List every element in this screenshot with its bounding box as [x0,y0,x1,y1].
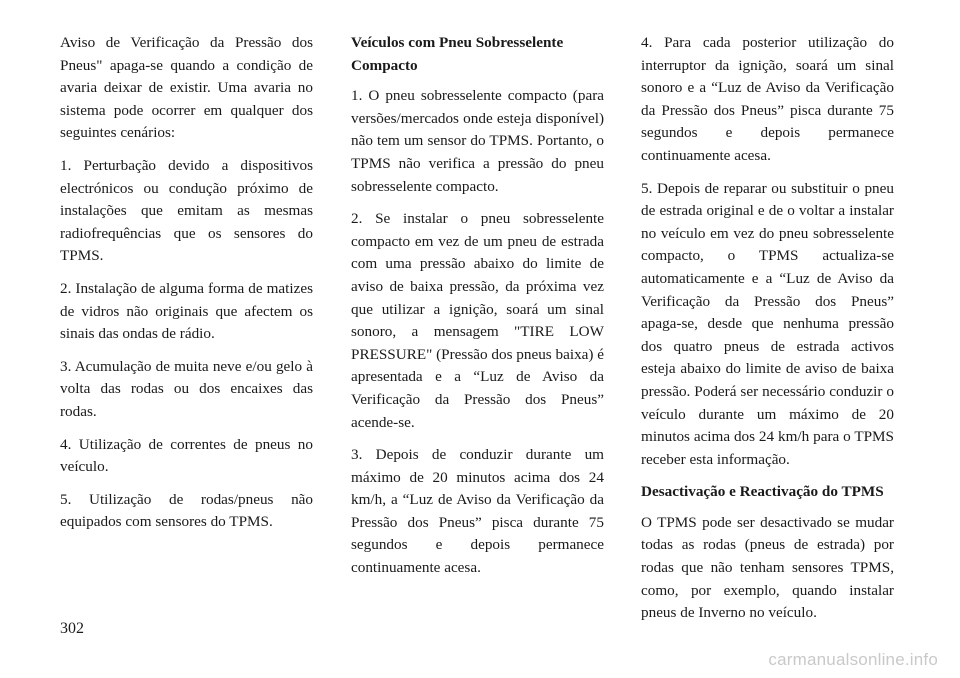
paragraph: Aviso de Verificação da Pressão dos Pneus" apaga-se quando a condição de avaria deixar de existir. Uma avaria no sistema pode ocorrer em qualquer dos seguintes cenários: [60,34,313,142]
list-item: 4. Para cada posterior utilização do interruptor da ignição, soará um sinal sonoro e a “Luz de Aviso da Verificação da Pressão dos Pneus” pisca durante 75 segundos e depois permanece continuamente acesa. [641,34,894,164]
list-item: 2. Instalação de alguma forma de matizes de vidros não originais que afectem os sinais das ondas de rádio. [60,279,313,343]
section-heading: Veículos com Pneu Sobresselente Compacto [351,34,564,74]
list-item: 1. O pneu sobresselente compacto (para versões/mercados onde esteja disponível) não tem um sensor do TPMS. Portanto, o TPMS não verifica a pressão do pneu sobresselente compacto. [351,87,604,195]
text-column-3 [641,32,894,635]
page-number: 302 [60,620,84,637]
section-heading: Desactivação e Reactivação do TPMS [641,483,884,501]
list-item: 5. Depois de reparar ou substituir o pneu de estrada original e de o voltar a instalar no veículo em vez do pneu sobresselente compacto, o TPMS actualiza-se automaticamente e a “Luz de Aviso da Verificação da Pressão dos Pneus” apaga-se, desde que nenhuma pressão dos quatro pneus de estrada activos esteja abaixo do limite de aviso de baixa pressão. Poderá ser necessário conduzir o veículo durante um máximo de 20 minutos acima dos 24 km/h para o TPMS receber esta informação. [641,179,894,468]
watermark-text: carmanualsonline.info [768,650,938,669]
list-item: 3. Depois de conduzir durante um máximo de 20 minutos acima dos 24 km/h, a “Luz de Aviso da Verificação da Pressão dos Pneus” pisca durante 75 segundos e depois permanece continuamente acesa. [351,446,604,577]
list-item: 2. Se instalar o pneu sobresselente compacto em vez de um pneu de estrada com uma pressão abaixo do limite de aviso de baixa pressão, da próxima vez que utilizar a ignição, soará um sinal sonoro, a mensagem "TIRE LOW PRESSURE" (Pressão dos pneus baixa) é apresentada e a “Luz de Aviso da Verificação da Pressão dos Pneus” acende-se. [351,210,604,431]
list-item: 3. Acumulação de muita neve e/ou gelo à volta das rodas ou dos encaixes das rodas. [60,357,313,420]
list-item: 1. Perturbação devido a dispositivos electrónicos ou condução próximo de instalações que emitam as mesmas radiofrequências que os sensores do TPMS. [60,156,313,265]
list-item: 4. Utilização de correntes de pneus no veículo. [60,435,313,476]
text-column-1 [60,32,313,544]
list-item: 5. Utilização de rodas/pneus não equipados com sensores do TPMS. [60,490,313,531]
text-column-2 [351,32,604,590]
paragraph: O TPMS pode ser desactivado se mudar todas as rodas (pneus de estrada) por rodas que não tenham sensores TPMS, como, por exemplo, quando instalar pneus de Inverno no veículo. [641,513,894,622]
